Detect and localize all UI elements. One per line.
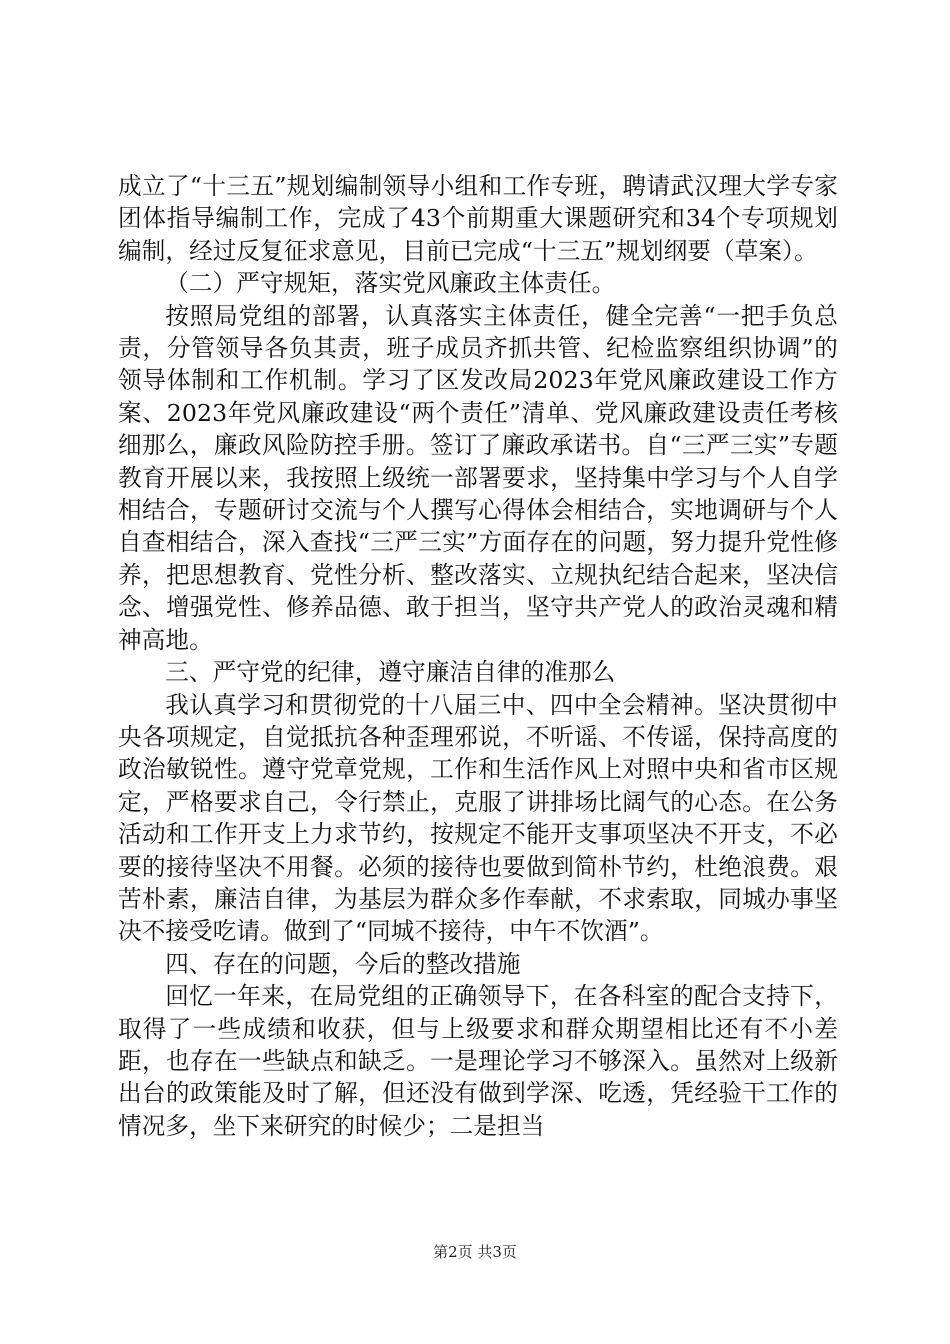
- document-body: [118, 170, 838, 1142]
- section-heading-discipline: 三、严守党的纪律，遵守廉洁自律的准那么: [165, 658, 616, 687]
- paragraph-problems: 回忆一年来，在局党组的正确领导下，在各科室的配合支持下，取得了一些成绩和收获，但与上级要求和群众期望相比还有不小差距，也存在一些缺点和缺乏。一是理论学习不够深入。虽然对上级新出台的政策能及时了解，但还没有做到学深、吃透，凭经验干工作的情况多，坐下来研究的时候少；二是担当: [118, 982, 838, 1140]
- page-footer: 第2页 共3页: [433, 1243, 517, 1261]
- paragraph-discipline: 我认真学习和贯彻党的十八届三中、四中全会精神。坚决贯彻中央各项规定，自觉抵抗各种歪理邪说，不听谣、不传谣，保持高度的政治敏锐性。遵守党章党规，工作和生活作风上对照中央和省市区规定，严格要求自己，令行禁止，克服了讲排场比阔气的心态。在公务活动和工作开支上力求节约，按规定不能开支事项坚决不开支，不必要的接待坚决不用餐。必须的接待也要做到简朴节约，杜绝浪费。艰苦朴素，廉洁自律，为基层为群众多作奉献，不求索取，同城办事坚决不接受吃请。做到了“同城不接待，中午不饮酒”。: [118, 690, 838, 946]
- paragraph-responsibility: 按照局党组的部署，认真落实主体责任，健全完善“一把手负总责，分管领导各负其责，班子成员齐抓共管、纪检监察组织协调”的领导体制和工作机制。学习了区发改局2023年党风廉政建设工作方案、2023年党风廉政建设“两个责任”清单、党风廉政建设责任考核细那么，廉政风险防控手册。签订了廉政承诺书。自“三严三实”专题教育开展以来，我按照上级统一部署要求，坚持集中学习与个人自学相结合，专题研讨交流与个人撰写心得体会相结合，实地调研与个人自查相结合，深入查找“三严三实”方面存在的问题，努力提升党性修养，把思想教育、党性分析、整改落实、立规执纪结合起来，坚决信念、增强党性、修养品德、敢于担当，坚守共产党人的政治灵魂和精神高地。: [118, 301, 838, 654]
- section-heading-problems: 四、存在的问题，今后的整改措施: [165, 949, 521, 978]
- section-subheading: （二）严守规矩，落实党风廉政主体责任。: [165, 269, 616, 298]
- paragraph-continuation: 成立了“十三五”规划编制领导小组和工作专班，聘请武汉理大学专家团体指导编制工作，完成了43个前期重大课题研究和34个专项规划编制，经过反复征求意见，目前已完成“十三五”规划纲要（草案）。: [118, 172, 838, 265]
